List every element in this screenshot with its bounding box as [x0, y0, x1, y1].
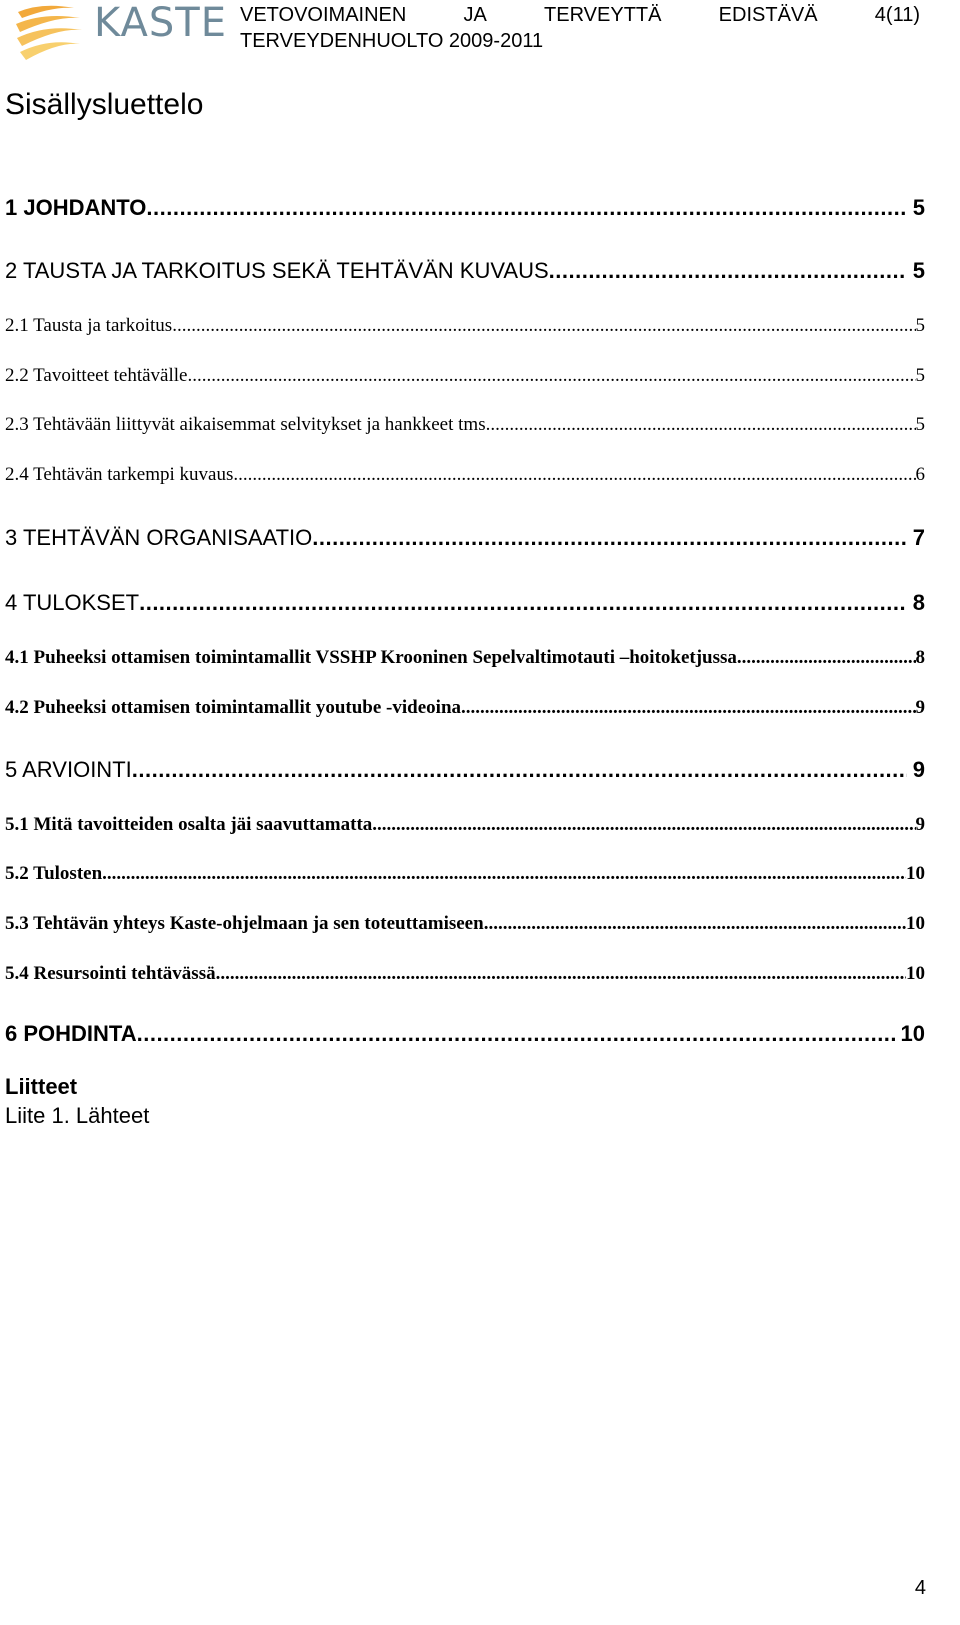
- toc-entry-page: 5: [912, 258, 925, 283]
- toc-entry-5-4[interactable]: [5, 963, 925, 985]
- toc-entry-page: 5: [915, 315, 925, 336]
- toc-leader: [490, 414, 915, 436]
- toc-leader: [216, 963, 906, 985]
- kaste-logo: [14, 0, 227, 64]
- toc-entry-title: 2.2 Tavoitteet tehtävälle: [5, 365, 188, 386]
- toc-entry-2-1[interactable]: [5, 315, 925, 337]
- header-word: VETOVOIMAINEN: [240, 4, 407, 26]
- toc-entry-title: 5 ARVIOINTI: [5, 757, 132, 782]
- toc-entry-page: 10: [900, 1021, 925, 1046]
- toc-leader: [549, 258, 907, 284]
- toc-entry-page: 8: [912, 590, 925, 615]
- toc-entry-johdanto[interactable]: [5, 195, 925, 221]
- page-title: Sisällysluettelo: [5, 88, 204, 121]
- toc-leader: [372, 814, 915, 836]
- toc-entry-page: 9: [912, 757, 925, 782]
- header-word: EDISTÄVÄ: [718, 4, 818, 26]
- toc-entry-title: 5.2 Tulosten: [5, 863, 103, 884]
- toc-entry-5-3[interactable]: [5, 913, 925, 935]
- toc-leader: [132, 757, 907, 783]
- toc-entry-title: 4 TULOKSET: [5, 590, 140, 615]
- toc-entry-title: 2.1 Tausta ja tarkoitus: [5, 315, 173, 336]
- toc-entry-page: 6: [915, 464, 925, 485]
- toc-leader: [484, 913, 906, 935]
- toc-leader: [187, 365, 915, 387]
- toc-entry-title: 5.3 Tehtävän yhteys Kaste-ohjelmaan ja sen toteuttamiseen: [5, 913, 484, 934]
- toc-leader: [102, 863, 906, 885]
- kaste-logo-mark: [14, 2, 94, 64]
- toc-leader: [737, 647, 916, 669]
- toc-entry-page: 10: [906, 913, 925, 934]
- header-line-2: TERVEYDENHUOLTO 2009-2011: [240, 30, 544, 52]
- header-word: JA: [463, 4, 487, 26]
- toc-entry-page: 10: [906, 963, 925, 984]
- toc-entry-title: 4.2 Puheeksi ottamisen toimintamallit youtube -videoina: [5, 697, 462, 718]
- header-word: TERVEYTTÄ: [544, 4, 662, 26]
- appendices-heading: Liitteet: [5, 1074, 78, 1099]
- toc-leader: [137, 1021, 895, 1047]
- toc-entry-organisaatio[interactable]: [5, 525, 925, 551]
- toc-entry-page: 8: [915, 647, 925, 668]
- toc-entry-page: 10: [906, 863, 925, 884]
- toc-entry-2-3[interactable]: [5, 414, 925, 436]
- toc-entry-title: 2.4 Tehtävän tarkempi kuvaus: [5, 464, 234, 485]
- toc-entry-title: 6 POHDINTA: [5, 1021, 137, 1046]
- toc-entry-2-2[interactable]: [5, 365, 925, 387]
- toc-leader: [461, 697, 915, 719]
- toc-entry-5-1[interactable]: [5, 814, 925, 836]
- toc-leader: [312, 525, 907, 551]
- toc-entry-2-4[interactable]: [5, 464, 925, 486]
- logo-wordmark: KASTE: [94, 0, 227, 46]
- toc-entry-title: 2.3 Tehtävään liittyvät aikaisemmat selvitykset ja hankkeet tms.: [5, 414, 491, 435]
- toc-entry-title: 5.4 Resursointi tehtävässä: [5, 963, 216, 984]
- toc-entry-4-2[interactable]: [5, 697, 925, 719]
- header-line-1: [240, 4, 920, 27]
- toc-entry-tausta[interactable]: [5, 258, 925, 284]
- toc-entry-title: 1 JOHDANTO: [5, 195, 147, 220]
- toc-entry-title: 5.1 Mitä tavoitteiden osalta jäi saavuttamatta: [5, 814, 373, 835]
- appendix-item: Liite 1. Lähteet: [5, 1103, 150, 1128]
- toc-entry-pohdinta[interactable]: [5, 1021, 925, 1047]
- toc-entry-page: 5: [915, 365, 925, 386]
- page-number: 4: [914, 1577, 926, 1599]
- toc-entry-tulokset[interactable]: [5, 590, 925, 616]
- toc-entry-title: 3 TEHTÄVÄN ORGANISAATIO: [5, 525, 313, 550]
- toc-entry-page: 9: [915, 814, 925, 835]
- toc-leader: [233, 464, 915, 486]
- toc-entry-page: 5: [915, 414, 925, 435]
- toc-entry-page: 9: [915, 697, 925, 718]
- toc-entry-arviointi[interactable]: [5, 757, 925, 783]
- header-page-count: 4(11): [874, 4, 920, 26]
- toc-entry-title: 2 TAUSTA JA TARKOITUS SEKÄ TEHTÄVÄN KUVAUS: [5, 258, 549, 283]
- toc-entry-4-1[interactable]: [5, 647, 925, 669]
- toc-leader: [172, 315, 915, 337]
- toc-leader: [139, 590, 907, 616]
- toc-entry-title: 4.1 Puheeksi ottamisen toimintamallit VSSHP Krooninen Sepelvaltimotauti –hoitoketjussa: [5, 647, 737, 668]
- toc-leader: [146, 195, 906, 221]
- toc-entry-page: 5: [912, 195, 925, 220]
- toc-entry-5-2[interactable]: [5, 863, 925, 885]
- toc-entry-page: 7: [912, 525, 925, 550]
